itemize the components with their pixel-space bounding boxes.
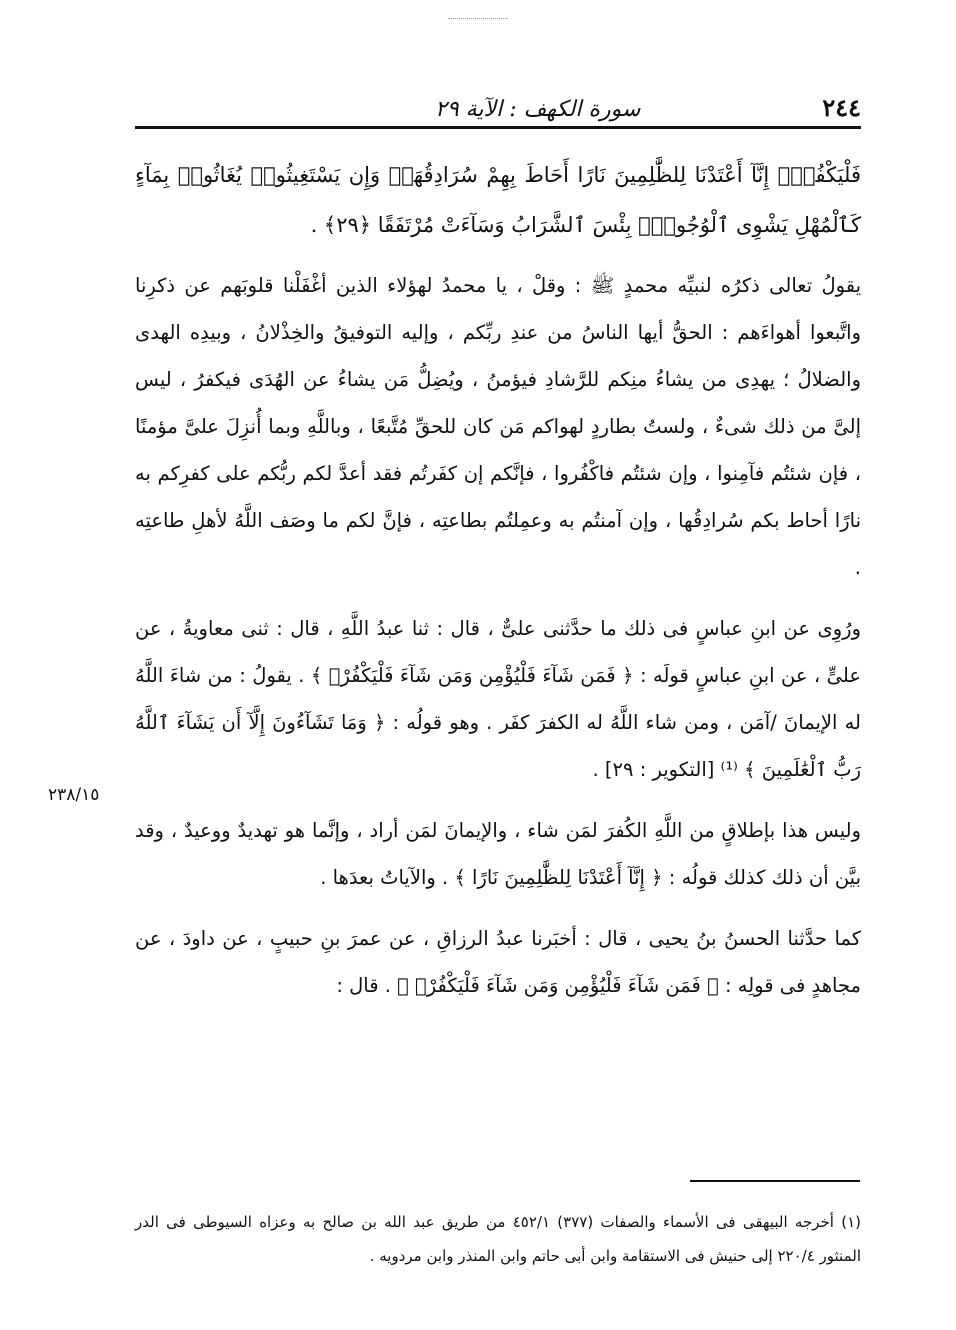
quran-verse: فَلْيَكْفُرْۚ إِنَّآ أَعْتَدْنَا لِلظَّٰلِمِينَ نَارًا أَحَاطَ بِهِمْ سُرَادِقُهَاۚ وَإِن يَسْتَغِيثُوا۟ يُغَاثُوا۟ بِمَآءٍ كَٱلْمُهْلِ يَشْوِى ٱلْوُجُوهَۚ بِئْسَ ٱلشَّرَابُ وَسَآءَتْ مُرْتَفَقًا ﴿٢٩﴾ . (135, 163, 861, 237)
paragraph-2: ورُوِى عن ابنِ عباسٍ فى ذلك ما حدَّثنى علىٌّ ، قال : ثنا عبدُ اللَّهِ ، قال : ثنى معاويةُ ، عن علىٍّ ، عن ابنِ عباسٍ قولَه : ﴿ فَمَن شَآءَ فَلْيُؤْمِن وَمَن شَآءَ فَلْيَكْفُرْۚ ﴾ . يقولُ : من شاءَ اللَّهُ له الإيمانَ /آمَن ، ومن شاء اللَّهُ له الكفرَ كفَر . وهو قولُه : ﴿ وَمَا تَشَآءُونَ إِلَّآ أَن يَشَآءَ ٱللَّهُ رَبُّ ٱلْعَٰلَمِينَ ﴾ ⁽¹⁾ [التكوير : ٢٩] . (135, 617, 861, 781)
margin-reference: ٢٣٨/١٥ (48, 785, 100, 805)
page-number: ٢٤٤ (822, 93, 861, 122)
paragraph-1: يقولُ تعالى ذكرُه لنبيِّه محمدٍ ﷺ : وقلْ ، يا محمدُ لهؤلاء الذين أغْفَلْنا قلوبَهم عن ذكرِنا واتَّبعوا أهواءَهم : الحقُّ أيها الناسُ من عندِ ربِّكم ، وإليه التوفيقُ والخِذْلانُ ، وبيدِه الهدى والضلالُ ؛ يهدِى من يشاءُ منِكم للرَّشادِ فيؤمنُ ، ويُضِلُّ مَن يشاءُ عن الهُدَى فيكفرُ ، ليس إلىَّ من ذلك شىءٌ ، ولستُ بطاردٍ لهواكم مَن كان للحقِّ مُتَّبعًا ، وباللَّهِ وبما أُنزِلَ علىَّ مؤمنًا ، فإن شئتُم فآمِنوا ، وإن شئتُم فاكْفُروا ، فإنَّكم إن كفَرتُم فقد أعدَّ لكم ربُّكم على كفرِكم به نارًا أحاط بكم سُرادِقُها ، وإن آمنتُم به وعمِلتُم بطاعتِه ، فإنَّ لكم ما وصَف اللَّهُ لأهلِ طاعتِه . (135, 274, 861, 579)
header-rule (135, 126, 861, 129)
paragraph-3: وليس هذا بإطلاقٍ من اللَّهِ الكُفرَ لمَن شاء ، والإيمانَ لمَن أراد ، وإنَّما هو تهديدٌ ووعيدٌ ، وقد بيَّن أن ذلك كذلك قولُه : ﴿ إِنَّآ أَعْتَدْنَا لِلظَّٰلِمِينَ نَارًا ﴾ . والآياتُ بعدَها . (135, 819, 861, 889)
paragraph-4: كما حدَّثنا الحسنُ بنُ يحيى ، قال : أخبَرنا عبدُ الرزاقِ ، عن عمرَ بنِ حبيبٍ ، عن داودَ ، عن مجاهدٍ فى قولِه : ﴿ فَمَن شَآءَ فَلْيُؤْمِن وَمَن شَآءَ فَلْيَكْفُرْۚ ﴾ . قال : (135, 927, 861, 997)
top-decoration (448, 18, 508, 19)
page-header (135, 70, 861, 122)
footnote-rule (690, 1180, 860, 1182)
footnote: (١) أخرجه البيهقى فى الأسماء والصفات (٣٧٧) ٤٥٢/١ من طريق عبد الله بن صالح به وعزاه السيوطى فى الدر المنثور ٢٢٠/٤ إلى حنيش فى الاستقامة وابن أبى حاتم وابن المنذر وابن مردويه . (135, 1213, 861, 1265)
running-title: سورة الكهف : الآية ٢٩ (435, 97, 641, 122)
main-text (135, 150, 861, 1009)
